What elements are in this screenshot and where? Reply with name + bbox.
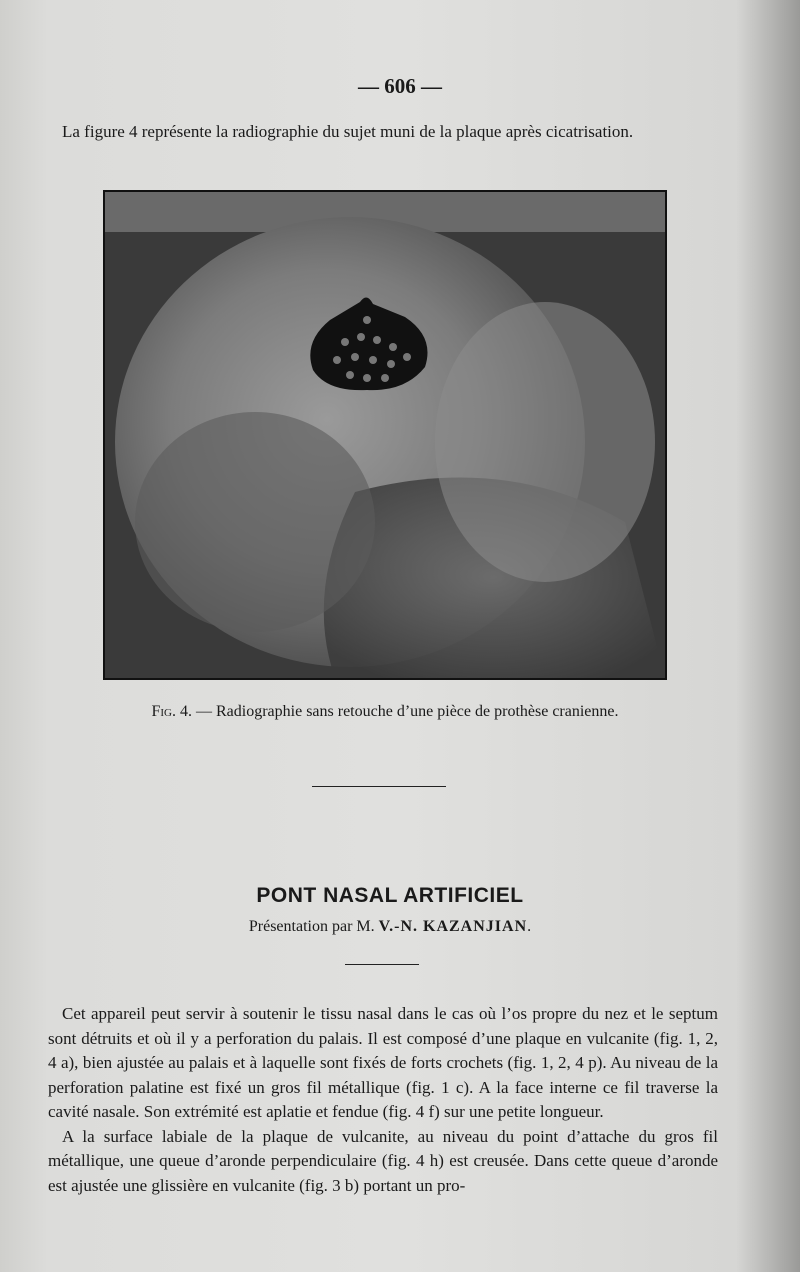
page-number: — 606 — [358,74,442,98]
body-paragraph: Cet appareil peut servir à soutenir le tissu nasal dans le cas où l’os propre du nez et le septum sont détruits et où il y a perforation du palais. Il est composé d’une plaque en vulcanite (fig. 1, 2, 4 a), bien ajustée au palais et à laquelle sont fixés de forts crochets (fig. 1, 2, 4 p). Au niveau de la perforation palatine est fixé un gros fil métallique (fig. 1 c). A la face interne ce fil traverse la cavité nasale. Son extrémité est aplatie et fendue (fig. 4 f) sur une petite longueur. [48,1004,718,1121]
figure-caption [0,703,770,721]
figure-label: Fig. 4. [151,703,192,720]
section-divider [312,786,446,787]
intro-paragraph: La figure 4 représente la radiographie du sujet muni de la plaque après cicatrisation. [62,122,634,141]
section-title: PONT NASAL ARTIFICIEL [256,884,524,907]
presenter-prefix: Présentation par M. [248,918,379,935]
presenter-suffix: . [527,918,532,935]
body-paragraph: A la surface labiale de la plaque de vulcanite, au niveau du point d’attache du gros fil métallique, une queue d’aronde perpendiculaire (fig. 4 h) est creusée. Dans cette queue d’aronde est ajustée une glissière en vulcanite (fig. 3 b) portant un pro- [48,1126,718,1195]
presenter-line [0,918,780,936]
presenter-name: V.-N. KAZANJIAN [378,918,528,935]
radiograph-image [105,192,665,678]
radiograph-figure [103,190,667,680]
title-divider [345,964,419,965]
body-text [48,1002,718,1198]
figure-caption-text: — Radiographie sans retouche d’une pièce de prothèse cranienne. [192,703,619,720]
